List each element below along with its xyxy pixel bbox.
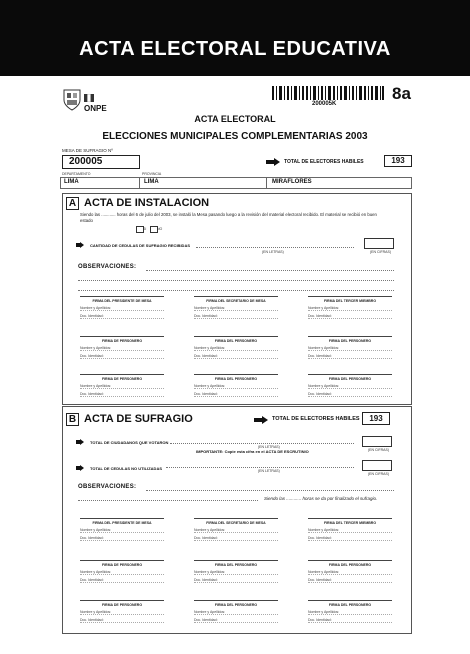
signature-doc-field: Doc. Identidad: (80, 392, 164, 397)
no-label: NO (157, 227, 163, 231)
signature-title: FIRMA DEL PERSONERO (328, 377, 372, 381)
signature-name-field: Nombre y Apellidos: (194, 528, 278, 533)
signature-block[interactable] (194, 336, 278, 359)
signature-name-field: Nombre y Apellidos: (80, 384, 164, 389)
instalacion-intro: Siendo las ............ horas del 6 de julio del 2003, se instaló la Mesa pasando luego a la revisión del material electoral recibido. El material se recibió en buen estado (80, 212, 377, 223)
form-number: 8a (392, 84, 411, 103)
header-banner (0, 0, 470, 76)
cedulas-recibidas-line[interactable] (196, 247, 354, 248)
signature-doc-field: Doc. Identidad: (80, 618, 164, 623)
location-row (60, 177, 412, 189)
signature-doc-field: Doc. Identidad: (308, 578, 392, 583)
signature-title: FIRMA DE PERSONERO (101, 339, 143, 343)
signature-doc-field: Doc. Identidad: (308, 354, 392, 359)
signature-title: FIRMA DEL PERSONERO (214, 603, 258, 607)
signature-doc-field: Doc. Identidad: (194, 618, 278, 623)
departamento-value: LIMA (64, 179, 79, 185)
signature-block[interactable] (80, 560, 164, 583)
arrow-icon (76, 242, 84, 248)
signature-title: FIRMA DE PERSONERO (101, 377, 143, 381)
signature-doc-field: Doc. Identidad: (308, 314, 392, 319)
observaciones-a-line[interactable] (146, 270, 394, 271)
signature-block[interactable] (80, 296, 164, 319)
signature-block[interactable] (308, 336, 392, 359)
signature-doc-field: Doc. Identidad: (194, 392, 278, 397)
signature-doc-field: Doc. Identidad: (80, 314, 164, 319)
cedulas-cifras-hint: (EN CIFRAS) (370, 250, 391, 254)
signature-title: FIRMA DEL PRESIDENTE DE MESA (92, 521, 152, 525)
signature-doc-field: Doc. Identidad: (194, 354, 278, 359)
signature-block[interactable] (194, 600, 278, 623)
observaciones-a-line[interactable] (78, 290, 394, 291)
signature-block[interactable] (308, 296, 392, 319)
signature-block[interactable] (194, 518, 278, 541)
cedulas-letras-hint: (EN LETRAS) (262, 250, 284, 254)
signature-block[interactable] (194, 374, 278, 397)
no-utilizadas-cifras-hint: (EN CIFRAS) (368, 472, 389, 476)
signature-name-field: Nombre y Apellidos: (308, 610, 392, 615)
signature-doc-field: Doc. Identidad: (194, 578, 278, 583)
no-utilizadas-label: TOTAL DE CEDULAS NO UTILIZADAS (90, 466, 162, 471)
departamento-label: DEPARTAMENTO (62, 172, 91, 176)
votantes-cifras-hint: (EN CIFRAS) (368, 448, 389, 452)
signature-name-field: Nombre y Apellidos: (308, 570, 392, 575)
votantes-line[interactable] (170, 443, 354, 444)
peru-flag-icon (84, 94, 94, 102)
signature-title: FIRMA DEL SECRETARIO DE MESA (206, 299, 266, 303)
section-a-letter: A (66, 197, 79, 210)
b-total-electores-label: TOTAL DE ELECTORES HABILES (272, 416, 360, 422)
onpe-logo (62, 88, 124, 116)
signature-block[interactable] (308, 560, 392, 583)
signature-doc-field: Doc. Identidad: (194, 314, 278, 319)
signature-name-field: Nombre y Apellidos: (308, 528, 392, 533)
si-label: SI (143, 227, 147, 231)
section-b-title: ACTA DE SUFRAGIO (84, 413, 193, 425)
signature-name-field: Nombre y Apellidos: (194, 570, 278, 575)
signature-doc-field: Doc. Identidad: (308, 618, 392, 623)
signature-name-field: Nombre y Apellidos: (80, 346, 164, 351)
signature-block[interactable] (194, 296, 278, 319)
signature-name-field: Nombre y Apellidos: (308, 384, 392, 389)
provincia-value: LIMA (144, 179, 159, 185)
section-a-title: ACTA DE INSTALACION (84, 197, 210, 209)
signature-title: FIRMA DEL PERSONERO (328, 563, 372, 567)
barcode (272, 86, 384, 100)
provincia-label: PROVINCIA (142, 172, 162, 176)
votantes-letras-hint: (EN LETRAS) (258, 445, 280, 449)
b-total-electores-value: 193 (362, 412, 390, 425)
signature-title: FIRMA DE PERSONERO (101, 603, 143, 607)
no-utilizadas-letras-hint: (EN LETRAS) (258, 469, 280, 473)
distrito-value: MIRAFLORES (272, 179, 312, 185)
arrow-icon (254, 416, 268, 424)
signature-doc-field: Doc. Identidad: (308, 536, 392, 541)
signature-block[interactable] (308, 518, 392, 541)
signature-doc-field: Doc. Identidad: (80, 536, 164, 541)
signature-name-field: Nombre y Apellidos: (80, 528, 164, 533)
heading-acta: ACTA ELECTORAL (194, 114, 276, 124)
signature-block[interactable] (308, 374, 392, 397)
signature-title: FIRMA DEL TERCER MIEMBRO (323, 299, 377, 303)
observaciones-a-label: OBSERVACIONES: (78, 264, 137, 270)
cedulas-cifras-box[interactable] (364, 238, 394, 249)
divider (139, 177, 140, 188)
arrow-icon (266, 158, 280, 166)
observaciones-a-line[interactable] (78, 280, 394, 281)
signature-doc-field: Doc. Identidad: (308, 392, 392, 397)
signature-title: FIRMA DEL PERSONERO (328, 339, 372, 343)
cedulas-recibidas-label: CANTIDAD DE CEDULAS DE SUFRAGIO RECIBIDAS (90, 243, 191, 248)
divider (266, 177, 267, 188)
signature-title: FIRMA DE PERSONERO (101, 563, 143, 567)
no-utilizadas-line[interactable] (166, 467, 354, 468)
observaciones-b-line[interactable] (78, 500, 258, 501)
votantes-cifras-box[interactable] (362, 436, 392, 447)
signature-name-field: Nombre y Apellidos: (80, 306, 164, 311)
votantes-label: TOTAL DE CIUDADANOS QUE VOTARON (90, 440, 169, 445)
mesa-label: MESA DE SUFRAGIO Nº (62, 148, 113, 153)
signature-title: FIRMA DEL PERSONERO (214, 339, 258, 343)
signature-title: FIRMA DEL TERCER MIEMBRO (323, 521, 377, 525)
signature-block[interactable] (194, 560, 278, 583)
signature-name-field: Nombre y Apellidos: (194, 306, 278, 311)
total-electores-value: 193 (384, 155, 412, 167)
signature-doc-field: Doc. Identidad: (80, 354, 164, 359)
signature-block[interactable] (80, 518, 164, 541)
arrow-icon (76, 439, 84, 445)
signature-block[interactable] (308, 600, 392, 623)
signature-name-field: Nombre y Apellidos: (194, 346, 278, 351)
signature-name-field: Nombre y Apellidos: (194, 384, 278, 389)
observaciones-b-label: OBSERVACIONES: (78, 484, 137, 490)
arrow-icon (76, 465, 84, 471)
signature-title: FIRMA DEL PERSONERO (214, 377, 258, 381)
signature-block[interactable] (80, 600, 164, 623)
shield-icon (62, 88, 82, 112)
no-utilizadas-cifras-box[interactable] (362, 460, 392, 471)
total-electores-label: TOTAL DE ELECTORES HABILES (284, 159, 364, 165)
signature-name-field: Nombre y Apellidos: (308, 306, 392, 311)
signature-title: FIRMA DEL PERSONERO (214, 563, 258, 567)
section-b-letter: B (66, 413, 79, 426)
heading-elecciones: ELECCIONES MUNICIPALES COMPLEMENTARIAS 2003 (102, 131, 368, 142)
signature-doc-field: Doc. Identidad: (194, 536, 278, 541)
signature-name-field: Nombre y Apellidos: (80, 610, 164, 615)
signature-block[interactable] (80, 336, 164, 359)
observaciones-b-line[interactable] (146, 490, 394, 491)
logo-text: ONPE (84, 104, 107, 113)
signature-doc-field: Doc. Identidad: (80, 578, 164, 583)
barcode-number: 200005K (312, 101, 337, 107)
signature-title: FIRMA DEL SECRETARIO DE MESA (206, 521, 266, 525)
signature-name-field: Nombre y Apellidos: (194, 610, 278, 615)
signature-block[interactable] (80, 374, 164, 397)
signature-name-field: Nombre y Apellidos: (308, 346, 392, 351)
importante-note: IMPORTANTE: Copie esta cifra en el ACTA DE ESCRUTINIO (196, 449, 309, 454)
document-title: ACTA ELECTORAL EDUCATIVA (79, 37, 391, 60)
signature-title: FIRMA DEL PRESIDENTE DE MESA (92, 299, 152, 303)
mesa-value: 200005 (62, 155, 140, 169)
signature-title: FIRMA DEL PERSONERO (328, 603, 372, 607)
cierre-sufragio: Siendo las ............ horas se da por finalizado el sufragio. (264, 496, 378, 501)
signature-name-field: Nombre y Apellidos: (80, 570, 164, 575)
